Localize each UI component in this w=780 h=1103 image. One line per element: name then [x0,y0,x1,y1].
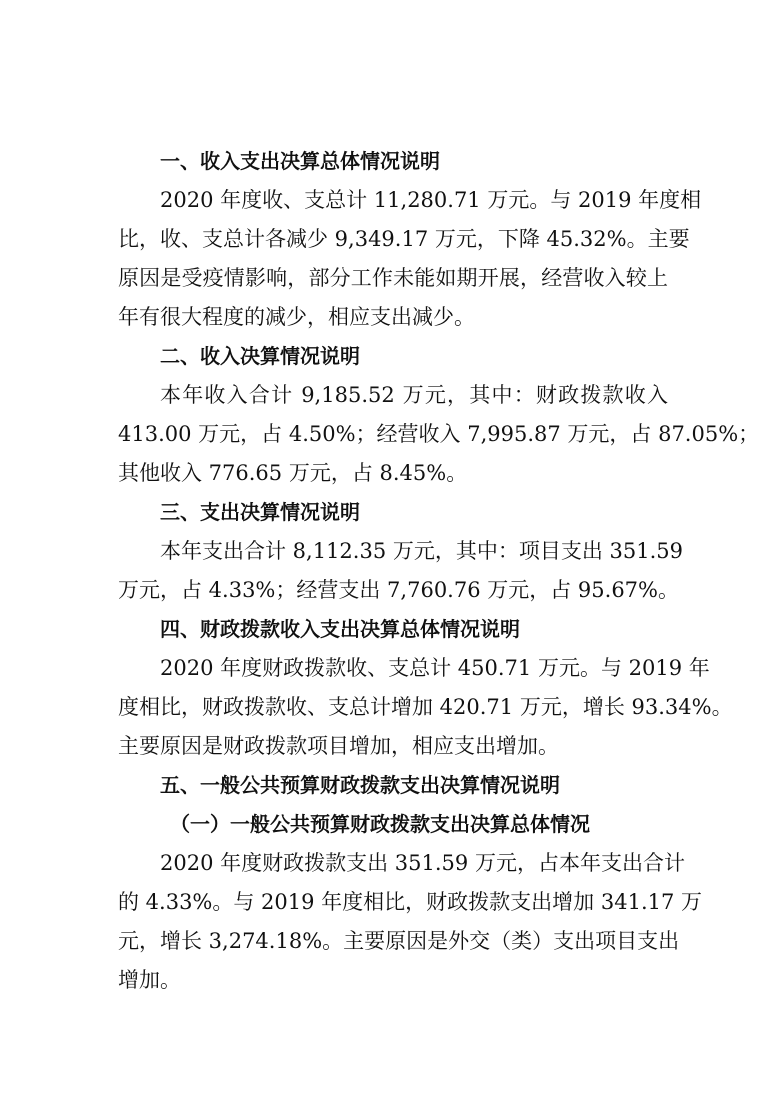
paragraph-line: 元，增长 3,274.18%。主要原因是外交（类）支出项目支出 [118,929,680,953]
paragraph-line: 2020 年度财政拨款收、支总计 450.71 万元。与 2019 年 [160,656,710,680]
paragraph-line: 的 4.33%。与 2019 年度相比，财政拨款支出增加 341.17 万 [118,890,703,914]
section-heading-4: 四、财政拨款收入支出决算总体情况说明 [160,617,520,641]
document-body [118,142,760,1000]
paragraph-line: 度相比，财政拨款收、支总计增加 420.71 万元，增长 93.34%。 [118,695,733,719]
paragraph-line: 2020 年度财政拨款支出 351.59 万元，占本年支出合计 [160,851,685,875]
paragraph-line: 主要原因是财政拨款项目增加，相应支出增加。 [118,734,559,758]
subsection-heading-5-1: （一）一般公共预算财政拨款支出决算总体情况 [170,812,590,836]
paragraph-line: 2020 年度收、支总计 11,280.71 万元。与 2019 年度相 [160,188,702,212]
paragraph-line: 比，收、支总计各减少 9,349.17 万元，下降 45.32%。主要 [118,227,690,251]
paragraph-line: 万元，占 4.33%；经营支出 7,760.76 万元，占 95.67%。 [118,578,680,602]
paragraph-line: 本年收入合计 9,185.52 万元，其中：财政拨款收入 [160,383,668,407]
paragraph-line: 年有很大程度的减少，相应支出减少。 [118,305,475,329]
section-heading-5: 五、一般公共预算财政拨款支出决算情况说明 [160,773,560,797]
section-heading-2: 二、收入决算情况说明 [160,344,360,368]
section-heading-3: 三、支出决算情况说明 [160,500,360,524]
paragraph-line: 413.00 万元，占 4.50%；经营收入 7,995.87 万元，占 87.05%； [118,422,760,446]
section-heading-1: 一、收入支出决算总体情况说明 [160,149,440,173]
paragraph-line: 原因是受疫情影响，部分工作未能如期开展，经营收入较上 [118,266,668,290]
paragraph-line: 本年支出合计 8,112.35 万元，其中：项目支出 351.59 [160,539,684,563]
paragraph-line: 增加。 [118,968,181,992]
paragraph-line: 其他收入 776.65 万元，占 8.45%。 [118,461,468,485]
